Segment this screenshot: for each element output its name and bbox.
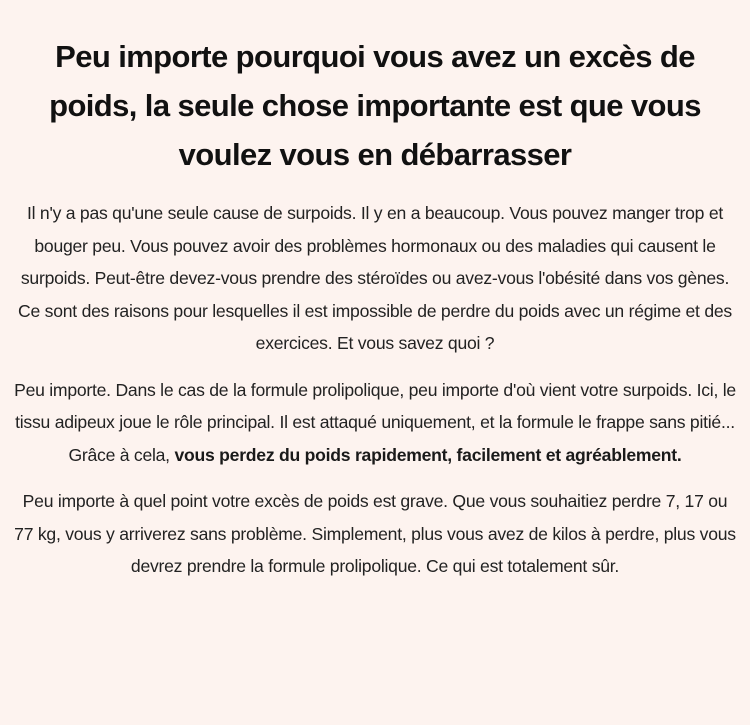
paragraph-causes-text: Il n'y a pas qu'une seule cause de surpoids. Il y en a beaucoup. Vous pouvez manger trop et bouger peu. Vous pouvez avoir des problèmes hormonaux ou des maladies qui causent le surpoids. Peut-être devez-vous prendre des stéroïdes ou avez-vous l'obésité dans vos gènes. Ce sont des raisons pour lesquelles il est impossible de perdre du poids avec un régime et des exercices. Et vous savez quoi ? <box>18 203 732 353</box>
paragraph-formula-text: Peu importe. Dans le cas de la formule prolipolique, peu importe d'où vient votre surpoids. Ici, le tissu adipeux joue le rôle principal. Il est attaqué uniquement, et la formule le frappe sans pitié... Grâce à cela, <box>14 379 736 465</box>
paragraph-severity <box>12 485 738 583</box>
paragraph-formula <box>12 374 738 472</box>
article-heading: Peu importe pourquoi vous avez un excès de poids, la seule chose importante est que vous voulez vous en débarrasser <box>49 39 701 172</box>
paragraph-causes <box>12 197 738 360</box>
paragraph-formula-highlight: vous perdez du poids rapidement, facilement et agréablement. <box>174 444 682 465</box>
paragraph-severity-text: Peu importe à quel point votre excès de poids est grave. Que vous souhaitiez perdre 7, 17 ou 77 kg, vous y arriverez sans problème. Simplement, plus vous avez de kilos à perdre, plus vous devrez prendre la formule prolipolique. Ce qui est totalement sûr. <box>14 491 736 576</box>
